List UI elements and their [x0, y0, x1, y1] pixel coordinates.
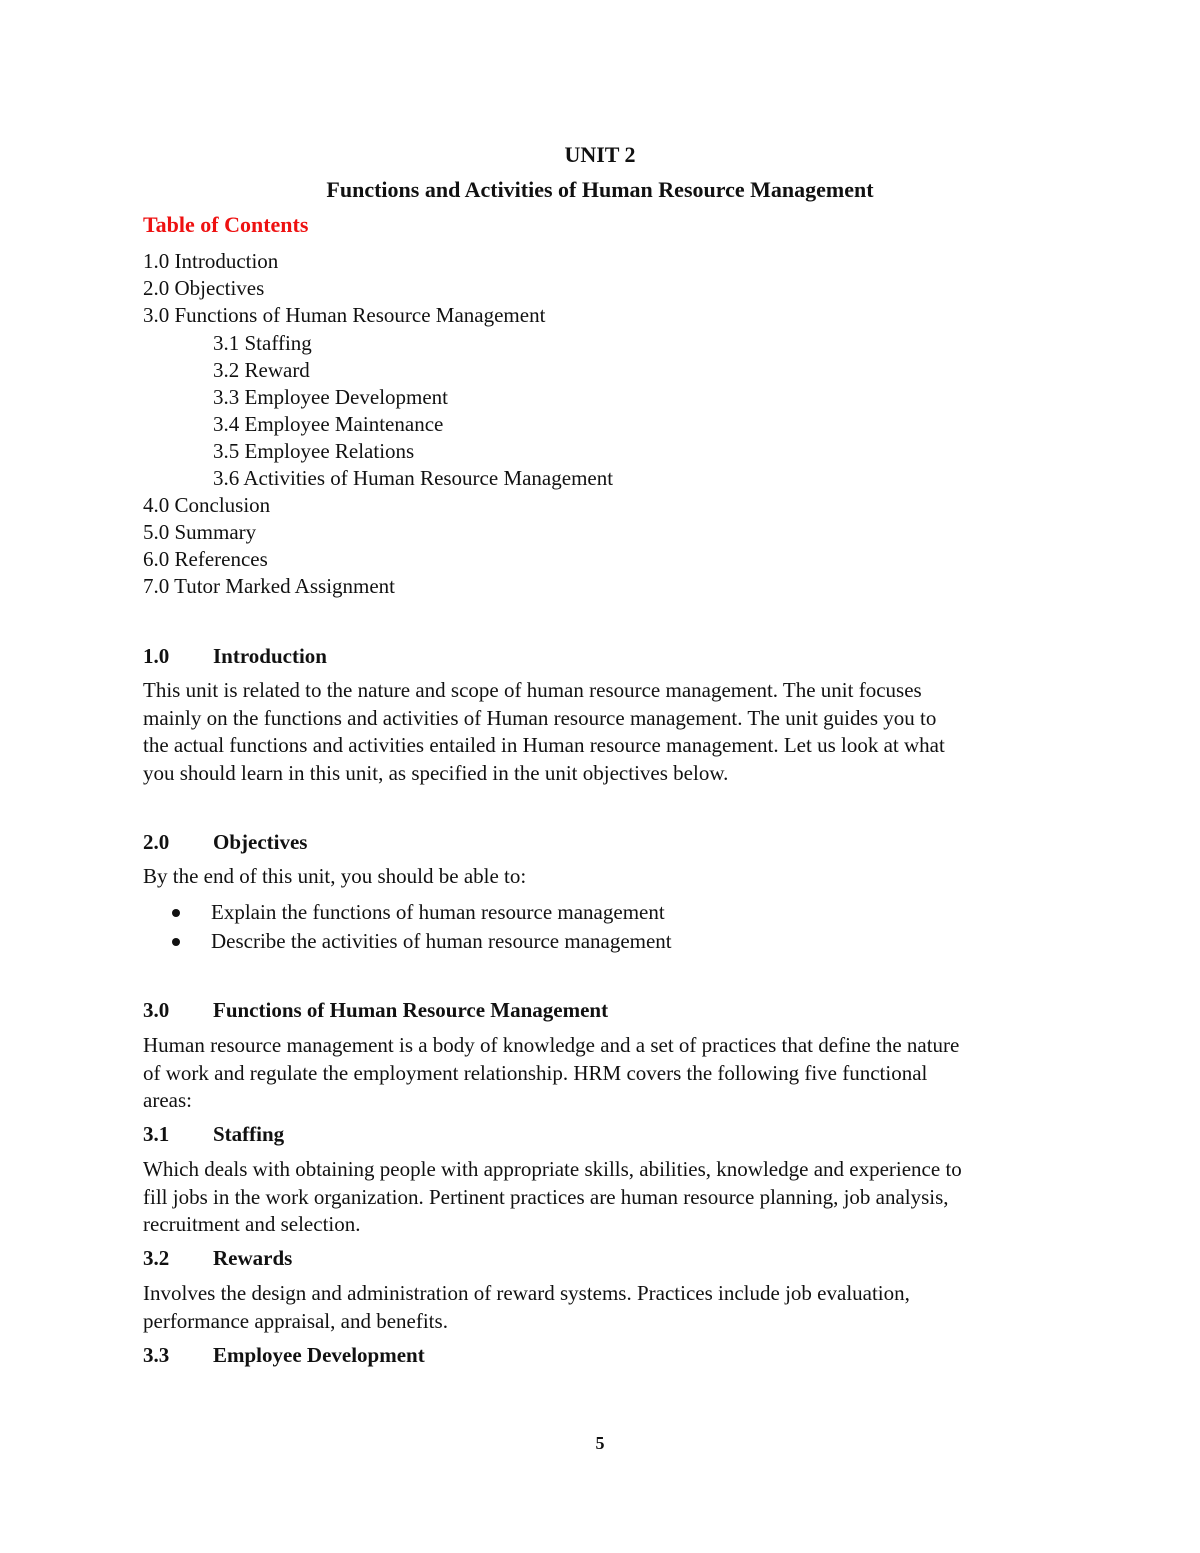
section-number-introduction: 1.0 [143, 644, 170, 668]
toc-item-activities: 3.6 Activities of Human Resource Management [213, 466, 614, 490]
paragraph-line: fill jobs in the work organization. Pertinent practices are human resource planning, job analysis, [143, 1184, 949, 1209]
section-number-development: 3.3 [143, 1343, 170, 1367]
paragraph-line: you should learn in this unit, as specified in the unit objectives below. [143, 760, 729, 785]
introduction-paragraph [143, 677, 1073, 787]
list-item: Describe the activities of human resource management [211, 929, 672, 953]
section-number-objectives: 2.0 [143, 830, 170, 854]
section-number-rewards: 3.2 [143, 1246, 170, 1270]
toc-item-employee-relations: 3.5 Employee Relations [213, 439, 415, 463]
paragraph-line: Which deals with obtaining people with appropriate skills, abilities, knowledge and experience to [143, 1157, 962, 1181]
section-title-objectives: Objectives [213, 830, 308, 854]
bullet-icon [172, 938, 180, 946]
paragraph-line: Involves the design and administration of reward systems. Practices include job evaluation, [143, 1281, 910, 1305]
rewards-paragraph [143, 1280, 1073, 1335]
toc-item-introduction: 1.0 Introduction [143, 249, 279, 273]
toc-item-references: 6.0 References [143, 547, 268, 571]
section-title-functions: Functions of Human Resource Management [213, 998, 609, 1022]
section-number-staffing: 3.1 [143, 1122, 170, 1146]
page-number: 5 [595, 1433, 605, 1453]
bullet-icon [172, 909, 180, 917]
toc-item-objectives: 2.0 Objectives [143, 276, 265, 300]
toc-item-functions: 3.0 Functions of Human Resource Management [143, 303, 546, 327]
paragraph-line: of work and regulate the employment relationship. HRM covers the following five functional [143, 1060, 928, 1085]
paragraph-line: mainly on the functions and activities of Human resource management. The unit guides you to [143, 705, 937, 730]
paragraph-line: recruitment and selection. [143, 1212, 361, 1236]
section-number-functions: 3.0 [143, 998, 170, 1022]
paragraph-line: Human resource management is a body of knowledge and a set of practices that define the nature [143, 1033, 960, 1057]
toc-item-staffing: 3.1 Staffing [213, 331, 312, 355]
toc-item-summary: 5.0 Summary [143, 520, 257, 544]
list-item: Explain the functions of human resource management [211, 900, 665, 924]
objectives-intro: By the end of this unit, you should be able to: [143, 864, 527, 888]
paragraph-line: This unit is related to the nature and scope of human resource management. The unit focuses [143, 678, 922, 702]
unit-label: UNIT 2 [564, 142, 636, 167]
toc-item-conclusion: 4.0 Conclusion [143, 493, 271, 517]
functions-paragraph [143, 1032, 1073, 1115]
toc-item-employee-maintenance: 3.4 Employee Maintenance [213, 412, 444, 436]
paragraph-line: areas: [143, 1088, 192, 1112]
toc-item-reward: 3.2 Reward [213, 358, 310, 382]
toc-item-employee-development: 3.3 Employee Development [213, 385, 449, 409]
section-title-development: Employee Development [213, 1343, 425, 1367]
page-title: Functions and Activities of Human Resource Management [326, 177, 874, 202]
section-title-introduction: Introduction [213, 644, 327, 668]
staffing-paragraph [143, 1156, 1073, 1239]
toc-item-tutor-marked-assignment: 7.0 Tutor Marked Assignment [143, 574, 396, 598]
paragraph-line: the actual functions and activities entailed in Human resource management. Let us look at what [143, 733, 945, 757]
section-title-rewards: Rewards [213, 1246, 293, 1270]
section-title-staffing: Staffing [213, 1122, 285, 1146]
toc-heading: Table of Contents [143, 212, 309, 237]
paragraph-line: performance appraisal, and benefits. [143, 1308, 448, 1333]
